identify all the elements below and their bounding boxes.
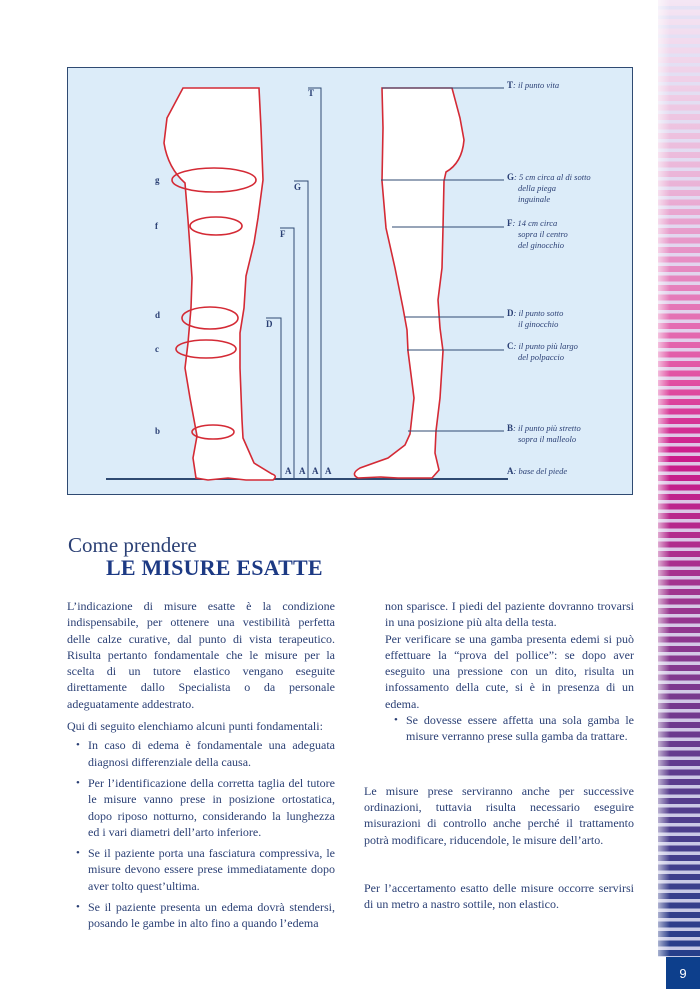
left-leg-outline	[164, 88, 275, 480]
label-f: f	[155, 221, 158, 231]
text-column-left	[67, 598, 335, 937]
key-points-list	[67, 737, 335, 931]
height-brackets	[266, 88, 321, 479]
callout-C: C: il punto più largo del polpaccio	[507, 341, 578, 362]
key-points-list-continued	[385, 712, 634, 745]
callout-B: B: il punto più stretto sopra il malleolo	[507, 423, 581, 444]
continuation-text-1: non sparisce. I piedi del paziente dovranno trovarsi in una posizione più alta della testa.	[385, 599, 634, 630]
list-item: • Per l’identificazione della corretta taglia del tutore le misure vanno prese in posizione ortostatica, dopo riposo notturno, considerando la lunghezza ed i vari diametri dell’arto inferiore.	[67, 775, 335, 840]
continuation-text-2: Per verificare se una gamba presenta edemi si può effettuare la “prova del pollice”: se dopo aver eseguito una pressione con un dito, risulta un infossamento della cute, si è in presenza di un edema.	[385, 631, 634, 711]
callout-T: T: il punto vita	[507, 80, 560, 90]
label-b: b	[155, 426, 161, 436]
title-line-2: LE MISURE ESATTE	[106, 555, 323, 580]
marker-F: F	[280, 229, 286, 239]
callout-F: F: 14 cm circa sopra il centro del ginocchio	[507, 218, 568, 250]
list-item: • Se dovesse essere affetta una sola gamba le misure verranno prese sulla gamba da trattare.	[385, 712, 634, 745]
marker-D: D	[266, 319, 273, 329]
intro-paragraph: L’indicazione di misure esatte è la condizione indispensabile, per ottenere una vestibilità perfetta delle calze curative, dal punto di vista terapeutico. Risulta pertanto fondamentale che le misure per la scelta di un tutore elastico vengano eseguite direttamente dallo Specialista o da personale adeguatamente addestrato.	[67, 599, 335, 711]
label-g: g	[155, 175, 160, 185]
callout-G: G: 5 cm circa al di sotto della piega inguinale	[507, 172, 591, 204]
title-line-1: Come prendere	[68, 533, 197, 557]
leg-measurement-diagram	[67, 67, 633, 495]
follow-up-paragraph: Le misure prese serviranno anche per successive ordinazioni, tuttavia risulta necessario eseguire misurazioni di controllo anche perché il trattamento potrà modificare, riducendole, le misure dell’arto.	[364, 783, 634, 847]
text-column-right	[364, 598, 634, 912]
right-leg-outline	[354, 88, 464, 478]
tape-measure-paragraph: Per l’accertamento esatto delle misure occorre servirsi di un metro a nastro sottile, non elastico.	[364, 880, 634, 912]
marker-A-2: A	[299, 466, 306, 476]
page-number: 9	[666, 957, 700, 989]
callout-D: D: il punto sotto il ginocchio	[507, 308, 564, 329]
list-item: • Se il paziente presenta un edema dovrà stendersi, posando le gambe in alto fino a quando l’edema	[67, 899, 335, 932]
marker-A-4: A	[325, 466, 332, 476]
marker-T: T	[308, 88, 315, 98]
stripe-fade	[650, 0, 670, 957]
label-d: d	[155, 310, 161, 320]
list-item: • Se il paziente porta una fasciatura compressiva, le misure devono essere prese immediatamente dopo aver tolto quest’ultima.	[67, 845, 335, 894]
marker-A-3: A	[312, 466, 319, 476]
marker-G: G	[294, 182, 302, 192]
list-intro: Qui di seguito elenchiamo alcuni punti fondamentali:	[67, 719, 323, 734]
list-item: • In caso di edema è fondamentale una adeguata diagnosi differenziale della causa.	[67, 737, 335, 770]
callout-A: A: base del piede	[507, 466, 568, 476]
marker-A-1: A	[285, 466, 292, 476]
label-c: c	[155, 344, 159, 354]
